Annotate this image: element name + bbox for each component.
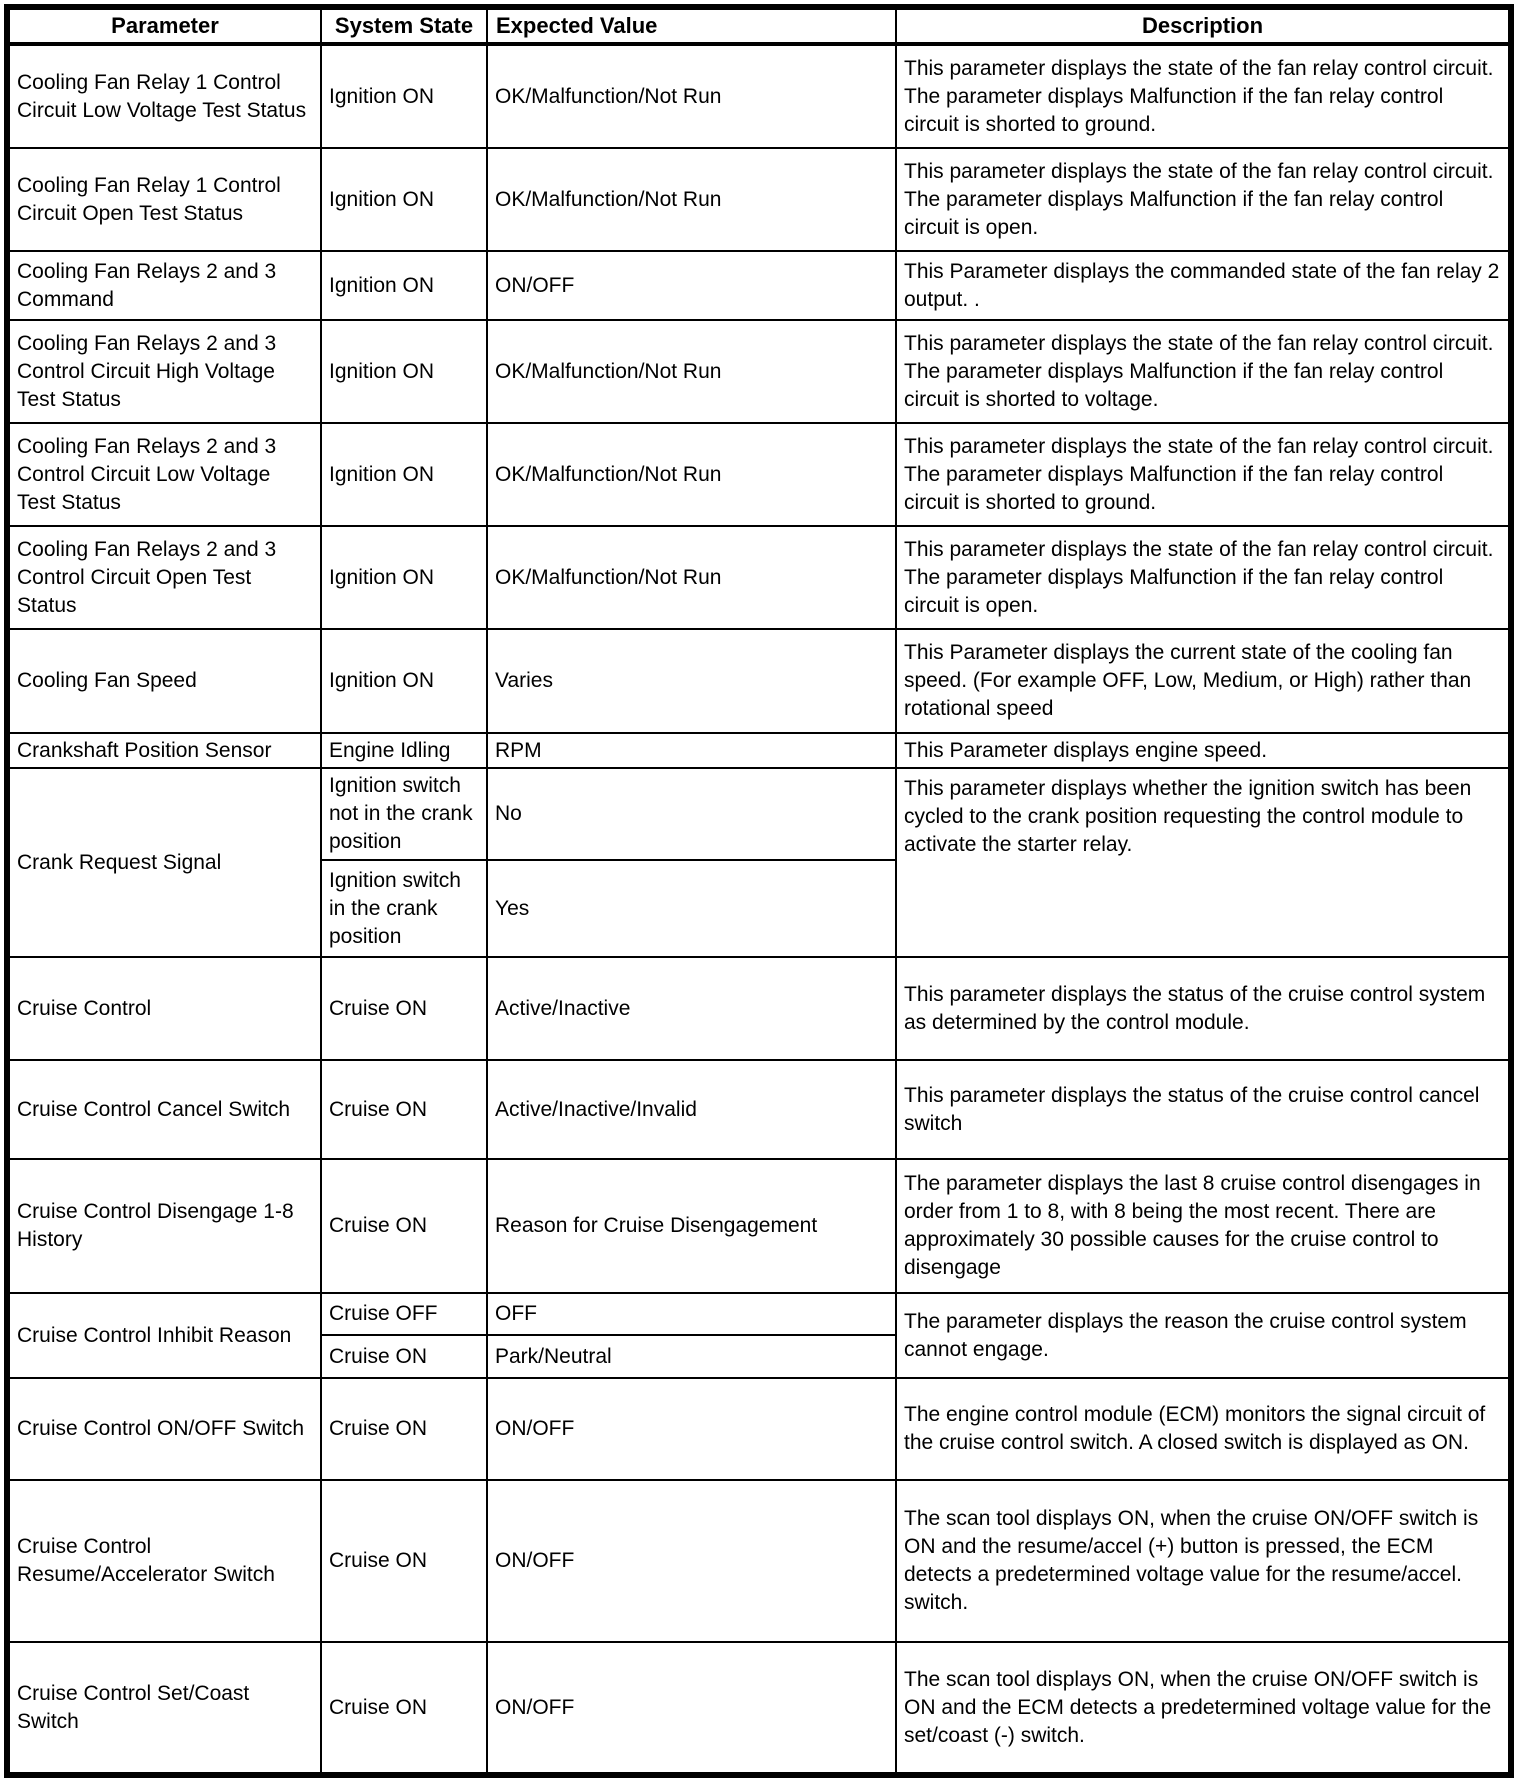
description-cell: The parameter displays the last 8 cruise control disengages in order from 1 to 8, with 8 being the most recent. There are approximately 30 possible causes for the cruise control to disengage [896,1159,1511,1293]
expected-value-cell: ON/OFF [487,1378,896,1480]
table-row [7,957,1511,1060]
expected-value-cell: Reason for Cruise Disengagement [487,1159,896,1293]
parameter-table [4,4,1514,1778]
description-cell: The scan tool displays ON, when the cruise ON/OFF switch is ON and the ECM detects a predetermined voltage value for the set/coast (-) switch. [896,1642,1511,1775]
system-state-cell: Cruise ON [321,957,487,1060]
description-cell: This parameter displays the state of the fan relay control circuit. The parameter displays Malfunction if the fan relay control circuit is open. [896,148,1511,251]
table-row [7,1060,1511,1159]
table-row [7,629,1511,733]
expected-value-cell: RPM [487,733,896,768]
system-state-cell: Ignition ON [321,148,487,251]
parameter-cell: Cooling Fan Relay 1 Control Circuit Open Test Status [7,148,321,251]
expected-value-cell: OK/Malfunction/Not Run [487,148,896,251]
expected-value-cell: OFF [487,1293,896,1335]
parameter-cell: Cruise Control [7,957,321,1060]
description-cell: This Parameter displays the commanded state of the fan relay 2 output. . [896,251,1511,320]
description-cell: This parameter displays whether the ignition switch has been cycled to the crank position requesting the control module to activate the starter relay. [896,768,1511,957]
table-row [7,768,1511,860]
system-state-cell: Cruise ON [321,1642,487,1775]
table-row [7,44,1511,148]
expected-value-cell: ON/OFF [487,251,896,320]
table-row [7,320,1511,423]
header-parameter: Parameter [7,7,321,44]
expected-value-cell: OK/Malfunction/Not Run [487,320,896,423]
expected-value-cell: OK/Malfunction/Not Run [487,423,896,526]
table-header [7,7,1511,44]
table-row [7,1378,1511,1480]
header-expected-value: Expected Value [487,7,896,44]
parameter-cell: Cruise Control Set/Coast Switch [7,1642,321,1775]
parameter-cell: Cooling Fan Relays 2 and 3 Control Circuit Low Voltage Test Status [7,423,321,526]
parameter-cell: Crank Request Signal [7,768,321,957]
table-row [7,1293,1511,1335]
system-state-cell: Ignition switch not in the crank position [321,768,487,860]
description-cell: This parameter displays the state of the fan relay control circuit. The parameter displays Malfunction if the fan relay control circuit is shorted to voltage. [896,320,1511,423]
system-state-cell: Ignition ON [321,320,487,423]
description-cell: The parameter displays the reason the cruise control system cannot engage. [896,1293,1511,1378]
expected-value-cell: Varies [487,629,896,733]
header-row [7,7,1511,44]
description-cell: This parameter displays the status of the cruise control cancel switch [896,1060,1511,1159]
expected-value-cell: OK/Malfunction/Not Run [487,526,896,629]
expected-value-cell: Yes [487,860,896,957]
expected-value-cell: Active/Inactive [487,957,896,1060]
header-description: Description [896,7,1511,44]
system-state-cell: Ignition ON [321,526,487,629]
header-system-state: System State [321,7,487,44]
system-state-cell: Ignition ON [321,251,487,320]
table-row [7,1642,1511,1775]
parameter-cell: Cooling Fan Relay 1 Control Circuit Low Voltage Test Status [7,44,321,148]
expected-value-cell: No [487,768,896,860]
expected-value-cell: Park/Neutral [487,1335,896,1378]
system-state-cell: Cruise OFF [321,1293,487,1335]
table-row [7,251,1511,320]
parameter-cell: Cruise Control Resume/Accelerator Switch [7,1480,321,1642]
system-state-cell: Engine Idling [321,733,487,768]
table-row [7,423,1511,526]
system-state-cell: Ignition ON [321,44,487,148]
description-cell: This parameter displays the state of the fan relay control circuit. The parameter displays Malfunction if the fan relay control circuit is shorted to ground. [896,423,1511,526]
description-cell: This Parameter displays engine speed. [896,733,1511,768]
system-state-cell: Ignition ON [321,629,487,733]
system-state-cell: Cruise ON [321,1335,487,1378]
table-row [7,148,1511,251]
description-cell: This parameter displays the state of the fan relay control circuit. The parameter displays Malfunction if the fan relay control circuit is open. [896,526,1511,629]
system-state-cell: Cruise ON [321,1378,487,1480]
parameter-cell: Cruise Control Inhibit Reason [7,1293,321,1378]
table-row [7,733,1511,768]
description-cell: This parameter displays the state of the fan relay control circuit. The parameter displays Malfunction if the fan relay control circuit is shorted to ground. [896,44,1511,148]
parameter-cell: Cooling Fan Speed [7,629,321,733]
parameter-cell: Crankshaft Position Sensor [7,733,321,768]
expected-value-cell: Active/Inactive/Invalid [487,1060,896,1159]
parameter-cell: Cruise Control Disengage 1-8 History [7,1159,321,1293]
system-state-cell: Cruise ON [321,1060,487,1159]
system-state-cell: Cruise ON [321,1480,487,1642]
description-cell: This parameter displays the status of the cruise control system as determined by the control module. [896,957,1511,1060]
description-cell: This Parameter displays the current state of the cooling fan speed. (For example OFF, Low, Medium, or High) rather than rotational speed [896,629,1511,733]
expected-value-cell: ON/OFF [487,1480,896,1642]
parameter-cell: Cruise Control ON/OFF Switch [7,1378,321,1480]
description-cell: The scan tool displays ON, when the cruise ON/OFF switch is ON and the resume/accel (+) button is pressed, the ECM detects a predetermined voltage value for the resume/accel. switch. [896,1480,1511,1642]
expected-value-cell: OK/Malfunction/Not Run [487,44,896,148]
table-body [7,44,1511,1775]
system-state-cell: Ignition switch in the crank position [321,860,487,957]
description-cell: The engine control module (ECM) monitors the signal circuit of the cruise control switch. A closed switch is displayed as ON. [896,1378,1511,1480]
table-row [7,1159,1511,1293]
parameter-cell: Cruise Control Cancel Switch [7,1060,321,1159]
expected-value-cell: ON/OFF [487,1642,896,1775]
parameter-cell: Cooling Fan Relays 2 and 3 Control Circuit High Voltage Test Status [7,320,321,423]
table-row [7,1480,1511,1642]
system-state-cell: Ignition ON [321,423,487,526]
parameter-cell: Cooling Fan Relays 2 and 3 Command [7,251,321,320]
parameter-cell: Cooling Fan Relays 2 and 3 Control Circuit Open Test Status [7,526,321,629]
system-state-cell: Cruise ON [321,1159,487,1293]
table-row [7,526,1511,629]
